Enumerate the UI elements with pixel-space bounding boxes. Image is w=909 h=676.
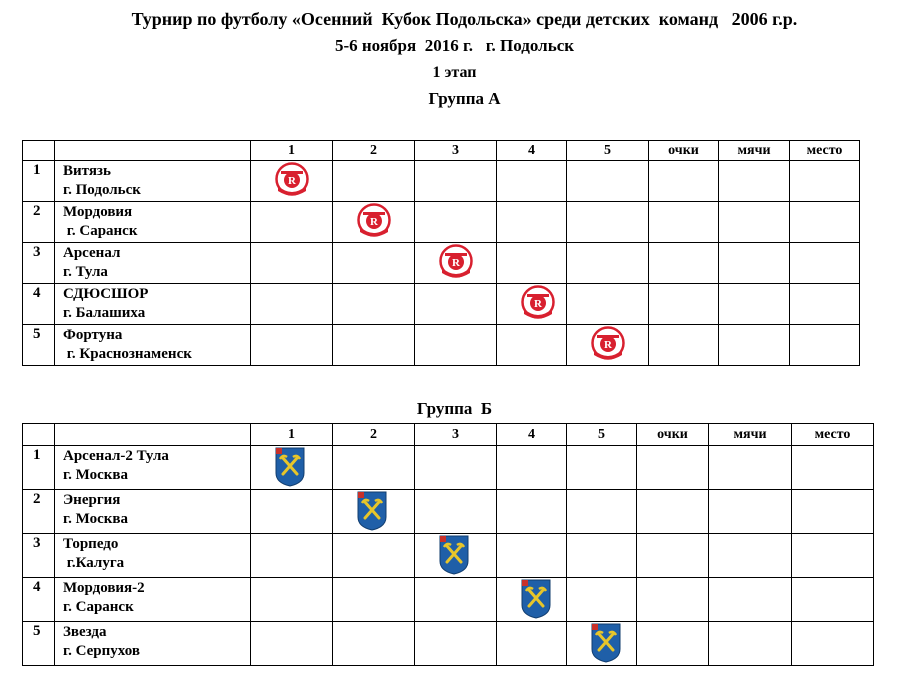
club-crest-icon — [275, 162, 309, 199]
col-header-goals: мячи — [719, 141, 790, 161]
result-cell — [333, 446, 415, 490]
result-cell — [251, 325, 333, 366]
goals-cell — [709, 534, 792, 578]
result-cell — [415, 578, 497, 622]
result-cell — [567, 243, 649, 284]
col-header: 2 — [333, 424, 415, 446]
team-row — [23, 202, 860, 243]
team-row — [23, 284, 860, 325]
result-cell — [497, 202, 567, 243]
result-cell — [251, 490, 333, 534]
goals-cell — [709, 490, 792, 534]
points-cell — [637, 578, 709, 622]
diagonal-emblem-cell — [251, 161, 333, 202]
place-cell — [790, 284, 860, 325]
points-cell — [649, 325, 719, 366]
group-b-title: Группа Б — [416, 399, 493, 418]
diagonal-emblem-cell — [415, 534, 497, 578]
city-shield-icon — [521, 579, 551, 619]
city-shield-icon — [439, 535, 469, 575]
col-header: 1 — [251, 141, 333, 161]
group-a-title: Группа А — [428, 89, 501, 108]
result-cell — [567, 578, 637, 622]
result-cell — [497, 534, 567, 578]
result-cell — [567, 534, 637, 578]
team-number: 3 — [23, 534, 55, 578]
result-cell — [333, 325, 415, 366]
result-cell — [567, 202, 649, 243]
header-blank — [55, 141, 251, 161]
group-a-header-row — [23, 141, 860, 161]
col-header: 5 — [567, 424, 637, 446]
result-cell — [567, 161, 649, 202]
result-cell — [333, 578, 415, 622]
goals-cell — [709, 446, 792, 490]
tournament-title: Турнир по футболу «Осенний Кубок Подольска» среди детских команд 2006 г.р. — [131, 9, 798, 29]
team-number: 2 — [23, 202, 55, 243]
goals-cell — [709, 622, 792, 666]
diagonal-emblem-cell — [251, 446, 333, 490]
team-number: 4 — [23, 578, 55, 622]
place-cell — [790, 202, 860, 243]
col-header: 5 — [567, 141, 649, 161]
result-cell — [567, 490, 637, 534]
result-cell — [333, 161, 415, 202]
city-shield-icon — [357, 491, 387, 531]
team-row — [23, 325, 860, 366]
result-cell — [251, 578, 333, 622]
result-cell — [333, 243, 415, 284]
col-header-place: место — [792, 424, 874, 446]
group-b-header-row — [23, 424, 874, 446]
result-cell — [415, 325, 497, 366]
club-crest-icon — [357, 203, 391, 240]
tournament-date-place: 5-6 ноября 2016 г. г. Подольск — [334, 36, 575, 55]
result-cell — [497, 325, 567, 366]
col-header: 3 — [415, 141, 497, 161]
result-cell — [415, 622, 497, 666]
team-cell — [55, 161, 251, 202]
club-crest-icon — [439, 244, 473, 281]
points-cell — [649, 284, 719, 325]
team-row — [23, 243, 860, 284]
team-city: г. Подольск — [63, 182, 141, 198]
place-cell — [792, 578, 874, 622]
place-cell — [790, 243, 860, 284]
place-cell — [790, 325, 860, 366]
team-name: Торпедо — [63, 536, 119, 552]
points-cell — [637, 490, 709, 534]
team-name: Витязь — [63, 163, 111, 179]
place-cell — [792, 446, 874, 490]
header-blank — [23, 141, 55, 161]
team-name: Мордовия — [63, 204, 133, 220]
team-cell — [55, 534, 251, 578]
team-number: 3 — [23, 243, 55, 284]
diagonal-emblem-cell — [333, 202, 415, 243]
team-city: г. Краснознаменск — [63, 346, 192, 362]
team-number: 1 — [23, 161, 55, 202]
diagonal-emblem-cell — [567, 325, 649, 366]
col-header-points: очки — [649, 141, 719, 161]
group-b-table — [22, 423, 874, 666]
result-cell — [333, 284, 415, 325]
team-number: 4 — [23, 284, 55, 325]
team-row — [23, 578, 874, 622]
team-name: Мордовия-2 — [63, 580, 145, 596]
team-row — [23, 622, 874, 666]
club-crest-icon — [591, 326, 625, 363]
place-cell — [792, 490, 874, 534]
result-cell — [251, 284, 333, 325]
col-header-goals: мячи — [709, 424, 792, 446]
result-cell — [415, 490, 497, 534]
team-city: г. Саранск — [63, 223, 138, 239]
result-cell — [497, 243, 567, 284]
goals-cell — [719, 325, 790, 366]
team-cell — [55, 578, 251, 622]
points-cell — [649, 243, 719, 284]
diagonal-emblem-cell — [567, 622, 637, 666]
team-cell — [55, 446, 251, 490]
col-header: 4 — [497, 424, 567, 446]
team-name: Арсенал-2 Тула — [63, 448, 169, 464]
result-cell — [415, 161, 497, 202]
goals-cell — [719, 243, 790, 284]
result-cell — [251, 202, 333, 243]
place-cell — [792, 622, 874, 666]
points-cell — [649, 161, 719, 202]
team-number: 5 — [23, 325, 55, 366]
result-cell — [251, 534, 333, 578]
team-cell — [55, 325, 251, 366]
city-shield-icon — [591, 623, 621, 663]
team-row — [23, 534, 874, 578]
result-cell — [415, 202, 497, 243]
header-blank — [55, 424, 251, 446]
points-cell — [649, 202, 719, 243]
city-shield-icon — [275, 447, 305, 487]
result-cell — [567, 446, 637, 490]
diagonal-emblem-cell — [497, 578, 567, 622]
team-number: 1 — [23, 446, 55, 490]
team-city: г. Москва — [63, 467, 128, 483]
col-header-points: очки — [637, 424, 709, 446]
team-name: Энергия — [63, 492, 121, 508]
result-cell — [415, 446, 497, 490]
col-header: 4 — [497, 141, 567, 161]
team-name: Арсенал — [63, 245, 121, 261]
goals-cell — [719, 202, 790, 243]
team-city: г. Серпухов — [63, 643, 140, 659]
team-row — [23, 446, 874, 490]
points-cell — [637, 622, 709, 666]
result-cell — [333, 622, 415, 666]
team-city: г. Балашиха — [63, 305, 146, 321]
team-city: г. Москва — [63, 511, 128, 527]
result-cell — [251, 622, 333, 666]
team-row — [23, 490, 874, 534]
result-cell — [251, 243, 333, 284]
team-city: г.Калуга — [63, 555, 125, 571]
goals-cell — [719, 161, 790, 202]
team-name: Фортуна — [63, 327, 123, 343]
diagonal-emblem-cell — [415, 243, 497, 284]
points-cell — [637, 446, 709, 490]
team-cell — [55, 622, 251, 666]
header-blank — [23, 424, 55, 446]
group-a-table — [22, 140, 860, 366]
result-cell — [333, 534, 415, 578]
diagonal-emblem-cell — [497, 284, 567, 325]
result-cell — [497, 446, 567, 490]
team-cell — [55, 202, 251, 243]
team-cell — [55, 490, 251, 534]
result-cell — [415, 284, 497, 325]
points-cell — [637, 534, 709, 578]
goals-cell — [709, 578, 792, 622]
team-city: г. Саранск — [63, 599, 134, 615]
col-header: 2 — [333, 141, 415, 161]
team-cell — [55, 243, 251, 284]
team-row — [23, 161, 860, 202]
result-cell — [497, 490, 567, 534]
col-header: 1 — [251, 424, 333, 446]
col-header-place: место — [790, 141, 860, 161]
team-number: 2 — [23, 490, 55, 534]
team-city: г. Тула — [63, 264, 108, 280]
team-name: Звезда — [63, 624, 107, 640]
diagonal-emblem-cell — [333, 490, 415, 534]
col-header: 3 — [415, 424, 497, 446]
club-crest-icon — [521, 285, 555, 322]
team-number: 5 — [23, 622, 55, 666]
result-cell — [567, 284, 649, 325]
goals-cell — [719, 284, 790, 325]
stage-label: 1 этап — [432, 64, 477, 81]
team-cell — [55, 284, 251, 325]
result-cell — [497, 622, 567, 666]
result-cell — [497, 161, 567, 202]
place-cell — [792, 534, 874, 578]
team-name: СДЮСШОР — [63, 286, 149, 302]
place-cell — [790, 161, 860, 202]
